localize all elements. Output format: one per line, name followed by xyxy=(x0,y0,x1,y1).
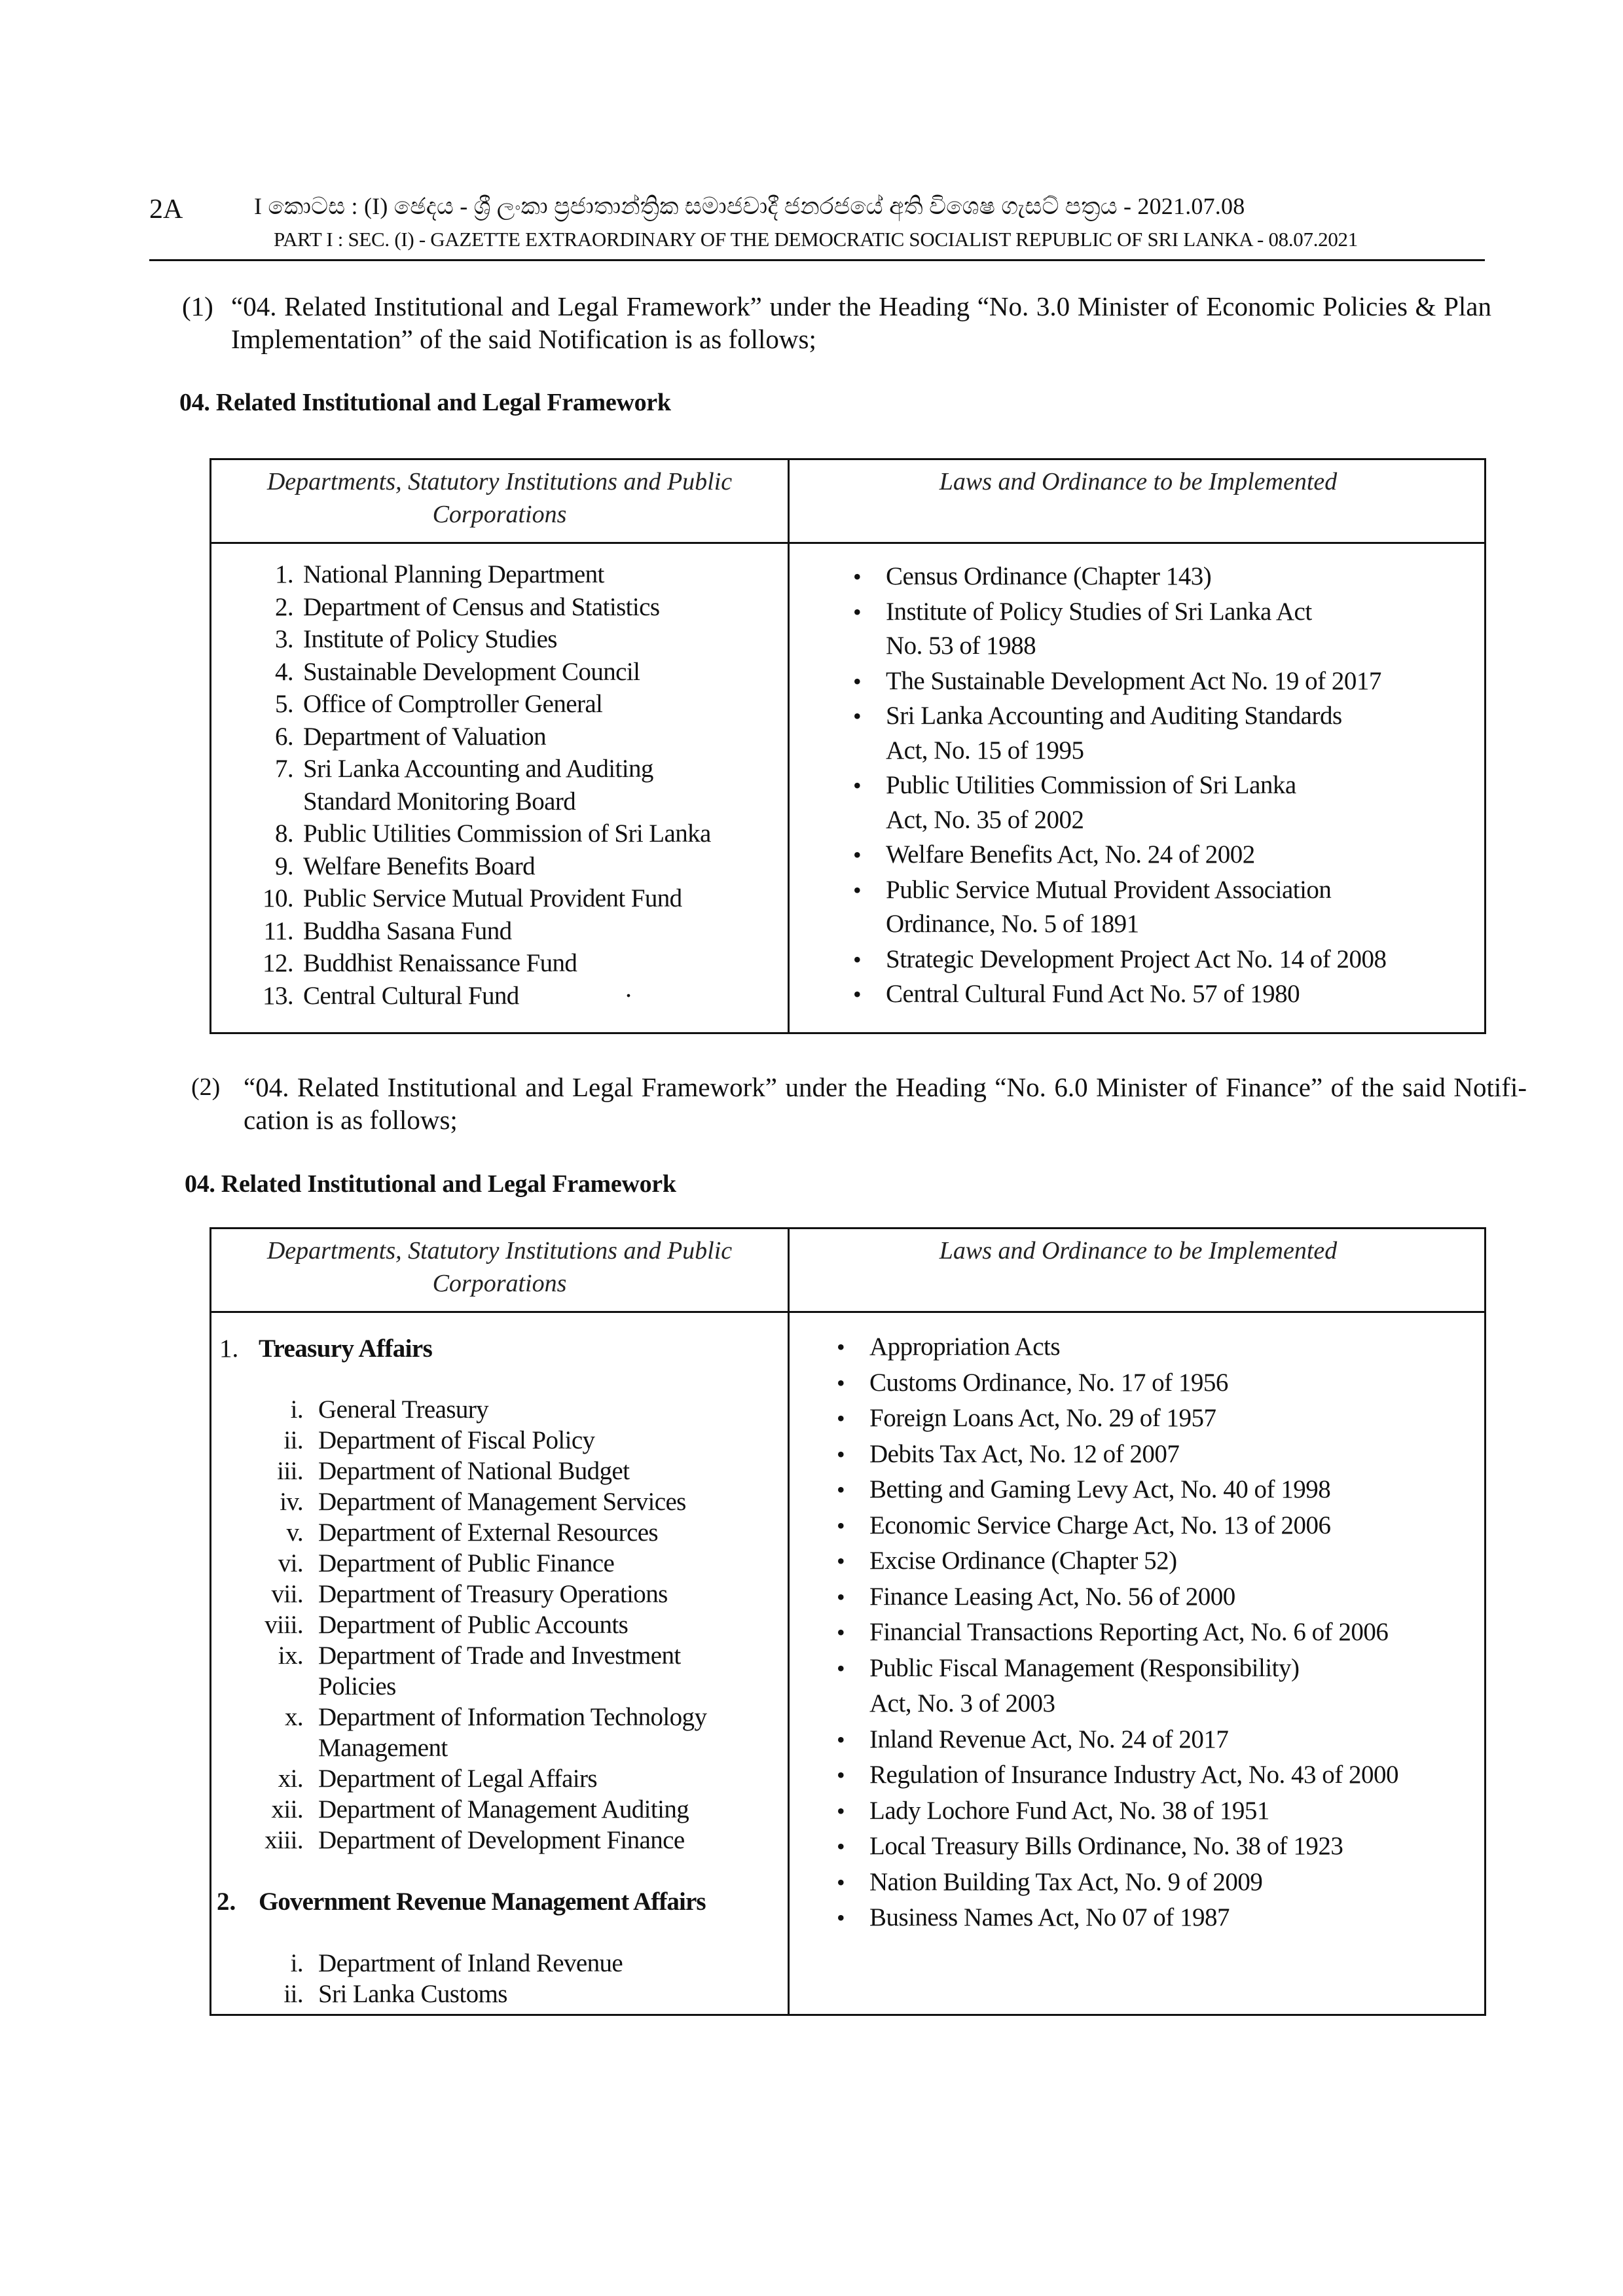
list-item xyxy=(211,656,788,689)
item-text: Management xyxy=(318,1734,448,1762)
list-item xyxy=(211,817,788,850)
item-text: Department of Inland Revenue xyxy=(318,1949,623,1977)
list-item xyxy=(211,882,788,915)
law-item xyxy=(837,1793,1482,1829)
item-text: Sri Lanka Accounting and Auditing xyxy=(303,755,653,783)
item-text: Public Utilities Commission of Sri Lanka xyxy=(303,819,711,848)
law-text: Economic Service Charge Act, No. 13 of 2006 xyxy=(869,1511,1331,1539)
item-text: Sri Lanka Customs xyxy=(318,1980,507,2008)
bullet-icon: • xyxy=(837,1512,845,1539)
list-item xyxy=(211,688,788,721)
bullet-icon: • xyxy=(853,946,862,973)
laws-list xyxy=(853,560,1482,1013)
item-number: 7. xyxy=(274,755,293,783)
item-number: 5. xyxy=(274,690,293,718)
table-header-divider xyxy=(211,542,1484,544)
item-number: 9. xyxy=(274,852,293,880)
law-item xyxy=(853,768,1482,837)
item-text: Department of Fiscal Policy xyxy=(318,1426,595,1454)
law-item xyxy=(853,560,1482,594)
col-header-departments: Departments, Statutory Institutions and Public Corporations xyxy=(266,1237,733,1297)
group-revenue-management xyxy=(217,1887,706,1916)
law-text: Business Names Act, No 07 of 1987 xyxy=(869,1903,1230,1931)
item-number: 13. xyxy=(263,981,293,1010)
item-text: Welfare Benefits Board xyxy=(303,852,536,880)
law-text: Local Treasury Bills Ordinance, No. 38 of 1923 xyxy=(869,1832,1343,1860)
section1-number: (1) xyxy=(182,291,213,321)
header-sinhala-title: I කොටස : (I) ඡෙදය - ශ්‍රී ලංකා ප්‍රජාතාන්ත්‍රික සමාජවාදී ජනරජයේ අති විශෙෂ ගැසට් පත්‍රය - 2021.07.08 xyxy=(254,193,1245,219)
law-text: Welfare Benefits Act, No. 24 of 2002 xyxy=(886,840,1255,869)
item-text: Sustainable Development Council xyxy=(303,657,640,686)
header-english-title: PART I : SEC. (I) - GAZETTE EXTRAORDINARY OF THE DEMOCRATIC SOCIALIST REPUBLIC OF SRI LANKA - 08.07.2021 xyxy=(274,228,1358,251)
item-number: 1. xyxy=(274,560,293,588)
col-header-laws: Laws and Ordinance to be Implemented xyxy=(939,468,1338,495)
item-text: Department of Information Technology xyxy=(318,1703,707,1731)
item-number: 10. xyxy=(263,884,293,912)
item-text: Office of Comptroller General xyxy=(303,690,603,718)
law-text: Central Cultural Fund Act No. 57 of 1980 xyxy=(886,980,1300,1008)
item-text: Department of National Budget xyxy=(318,1457,630,1485)
section1-intro xyxy=(182,290,1491,362)
law-text: Public Utilities Commission of Sri Lanka Act, No. 35 of 2002 xyxy=(886,771,1296,834)
law-item xyxy=(837,1900,1482,1936)
law-text: Betting and Gaming Levy Act, No. 40 of 1998 xyxy=(869,1475,1331,1503)
item-number: 4. xyxy=(274,657,293,686)
item-number: 12. xyxy=(263,949,293,977)
item-text: Department of Management Auditing xyxy=(318,1795,689,1823)
law-text: Regulation of Insurance Industry Act, No. 43 of 2000 xyxy=(869,1761,1399,1789)
law-item xyxy=(837,1579,1482,1615)
stray-mark: . xyxy=(625,973,632,1003)
law-text: Lady Lochore Fund Act, No. 38 of 1951 xyxy=(869,1796,1269,1825)
law-item xyxy=(837,1865,1482,1901)
item-text: Department of External Resources xyxy=(318,1518,659,1547)
list-item xyxy=(211,1394,788,1425)
group-title: Treasury Affairs xyxy=(259,1335,433,1363)
item-text: Department of Public Accounts xyxy=(318,1611,629,1639)
item-number: i. xyxy=(290,1395,303,1424)
bullet-icon: • xyxy=(853,876,862,903)
list-item xyxy=(211,753,788,785)
bullet-icon: • xyxy=(853,598,862,625)
bullet-icon: • xyxy=(837,1477,845,1503)
item-text: Public Service Mutual Provident Fund xyxy=(303,884,682,912)
law-item xyxy=(837,1437,1482,1473)
item-text: Standard Monitoring Board xyxy=(303,787,576,816)
col-header-departments: Departments, Statutory Institutions and Public Corporations xyxy=(266,468,733,528)
bullet-icon: • xyxy=(837,1583,845,1610)
item-text: Department of Development Finance xyxy=(318,1826,685,1854)
law-text: Institute of Policy Studies of Sri Lanka Act No. 53 of 1988 xyxy=(886,597,1312,660)
list-item xyxy=(211,1794,788,1825)
item-text: Department of Trade and Investment xyxy=(318,1641,681,1670)
item-text: Buddhist Renaissance Fund xyxy=(303,949,577,977)
law-item xyxy=(853,595,1482,664)
section2-intro xyxy=(191,1071,1527,1143)
law-text: Debits Tax Act, No. 12 of 2007 xyxy=(869,1439,1180,1468)
bullet-icon: • xyxy=(837,1726,845,1753)
treasury-departments-list xyxy=(211,1394,788,1856)
item-text: General Treasury xyxy=(318,1395,489,1424)
item-text: Policies xyxy=(318,1672,396,1700)
bullet-icon: • xyxy=(837,1762,845,1788)
list-item xyxy=(211,1671,788,1702)
bullet-icon: • xyxy=(853,668,862,694)
item-number: ix. xyxy=(278,1641,303,1670)
item-number: ii. xyxy=(283,1980,303,2008)
bullet-icon: • xyxy=(837,1905,845,1931)
item-number: 11. xyxy=(263,916,293,945)
law-item xyxy=(837,1365,1482,1401)
bullet-icon: • xyxy=(837,1655,845,1681)
list-item xyxy=(211,591,788,624)
section2-number: (2) xyxy=(191,1073,221,1101)
law-item xyxy=(837,1615,1482,1651)
item-text: Department of Public Finance xyxy=(318,1549,615,1577)
item-number: vii. xyxy=(271,1580,303,1608)
law-text: Excise Ordinance (Chapter 52) xyxy=(869,1547,1177,1575)
item-text: Buddha Sasana Fund xyxy=(303,916,512,945)
bullet-icon: • xyxy=(837,1334,845,1360)
list-item xyxy=(211,1825,788,1856)
list-item xyxy=(211,558,788,591)
section2-heading: 04. Related Institutional and Legal Framework xyxy=(185,1170,676,1198)
law-item xyxy=(853,977,1482,1012)
list-item xyxy=(211,1702,788,1732)
bullet-icon: • xyxy=(853,842,862,868)
law-item xyxy=(853,699,1482,768)
law-text: Financial Transactions Reporting Act, No. 6 of 2006 xyxy=(869,1618,1389,1646)
list-item xyxy=(211,980,788,1013)
item-text: Central Cultural Fund xyxy=(303,981,519,1010)
law-text: Customs Ordinance, No. 17 of 1956 xyxy=(869,1368,1228,1397)
law-item xyxy=(837,1508,1482,1544)
list-item xyxy=(211,947,788,980)
header-rule xyxy=(149,259,1485,261)
list-item xyxy=(211,721,788,753)
item-text: Department of Treasury Operations xyxy=(318,1580,668,1608)
item-number: 8. xyxy=(274,819,293,848)
law-item xyxy=(853,664,1482,699)
item-text: Department of Valuation xyxy=(303,722,547,751)
law-text: Sri Lanka Accounting and Auditing Standards Act, No. 15 of 1995 xyxy=(886,702,1342,764)
item-number: xi. xyxy=(278,1765,303,1793)
item-number: v. xyxy=(286,1518,303,1547)
law-item xyxy=(837,1329,1482,1365)
list-item xyxy=(211,915,788,948)
law-text: Nation Building Tax Act, No. 9 of 2009 xyxy=(869,1867,1263,1896)
bullet-icon: • xyxy=(853,772,862,798)
item-number: x. xyxy=(284,1703,303,1731)
law-item xyxy=(853,942,1482,977)
bullet-icon: • xyxy=(853,703,862,729)
table-column-divider xyxy=(788,460,790,1032)
revenue-departments-list xyxy=(211,1948,788,2009)
law-item xyxy=(837,1401,1482,1437)
item-text: National Planning Department xyxy=(303,560,604,588)
bullet-icon: • xyxy=(837,1797,845,1824)
col-header-laws: Laws and Ordinance to be Implemented xyxy=(939,1237,1338,1265)
list-item xyxy=(211,785,788,818)
bullet-icon: • xyxy=(837,1833,845,1859)
section2-text: “04. Related Institutional and Legal Framework” under the Heading “No. 6.0 Minister of Finance” of the said Notifi- cation is as follows; xyxy=(244,1072,1527,1135)
item-text: Department of Management Services xyxy=(318,1488,686,1516)
item-text: Institute of Policy Studies xyxy=(303,625,557,653)
page-number: 2A xyxy=(149,194,183,224)
table-column-divider xyxy=(788,1229,790,2014)
group-title: Government Revenue Management Affairs xyxy=(259,1888,706,1916)
item-number: 3. xyxy=(274,625,293,653)
bullet-icon: • xyxy=(837,1548,845,1574)
law-item xyxy=(837,1757,1482,1793)
list-item xyxy=(211,1732,788,1763)
list-item xyxy=(211,623,788,656)
law-text: Public Service Mutual Provident Association Ordinance, No. 5 of 1891 xyxy=(886,875,1332,938)
law-text: Appropriation Acts xyxy=(869,1333,1061,1361)
section1-heading: 04. Related Institutional and Legal Framework xyxy=(179,389,671,416)
section1-text: “04. Related Institutional and Legal Framework” under the Heading “No. 3.0 Minister of Economic Policies & Plan Implementation” of the said Notification is as follows; xyxy=(231,291,1491,354)
item-number: iii. xyxy=(277,1457,303,1485)
item-number: viii. xyxy=(264,1611,303,1639)
bullet-icon: • xyxy=(837,1441,845,1467)
list-item xyxy=(211,1456,788,1486)
law-text: Public Fiscal Management (Responsibility) Act, No. 3 of 2003 xyxy=(869,1653,1300,1717)
item-number: 2. xyxy=(274,592,293,621)
item-number: vi. xyxy=(278,1549,303,1577)
list-item xyxy=(211,1517,788,1548)
bullet-icon: • xyxy=(837,1405,845,1431)
departments-list xyxy=(211,558,788,1012)
list-item xyxy=(211,1486,788,1517)
list-item xyxy=(211,1979,788,2009)
item-text: Department of Census and Statistics xyxy=(303,592,660,621)
list-item xyxy=(211,1425,788,1456)
item-text: Department of Legal Affairs xyxy=(318,1765,597,1793)
table-economic-policies xyxy=(210,458,1486,1034)
item-number: ii. xyxy=(283,1426,303,1454)
item-number: iv. xyxy=(280,1488,303,1516)
list-item xyxy=(211,850,788,883)
list-item xyxy=(211,1763,788,1794)
laws-list xyxy=(837,1329,1482,1936)
law-item xyxy=(853,838,1482,872)
law-text: Finance Leasing Act, No. 56 of 2000 xyxy=(869,1582,1235,1611)
item-number: xii. xyxy=(271,1795,303,1823)
law-item xyxy=(837,1722,1482,1758)
item-number: i. xyxy=(290,1949,303,1977)
list-item xyxy=(211,1579,788,1609)
bullet-icon: • xyxy=(837,1619,845,1645)
bullet-icon: • xyxy=(837,1869,845,1895)
law-item xyxy=(837,1651,1482,1722)
item-number: xiii. xyxy=(264,1826,303,1854)
item-number: 6. xyxy=(274,722,293,751)
group-number: 2. xyxy=(217,1888,236,1916)
list-item xyxy=(211,1948,788,1979)
law-text: Foreign Loans Act, No. 29 of 1957 xyxy=(869,1404,1216,1432)
law-item xyxy=(837,1543,1482,1579)
law-text: Census Ordinance (Chapter 143) xyxy=(886,562,1212,590)
law-item xyxy=(837,1472,1482,1508)
group-number: 1. xyxy=(219,1335,239,1363)
law-text: Inland Revenue Act, No. 24 of 2017 xyxy=(869,1725,1229,1753)
list-item xyxy=(211,1640,788,1671)
bullet-icon: • xyxy=(837,1369,845,1396)
bullet-icon: • xyxy=(853,981,862,1007)
group-treasury-affairs xyxy=(219,1334,433,1363)
list-item xyxy=(211,1548,788,1579)
law-text: The Sustainable Development Act No. 19 of 2017 xyxy=(886,666,1381,695)
law-text: Strategic Development Project Act No. 14 of 2008 xyxy=(886,944,1387,973)
bullet-icon: • xyxy=(853,564,862,590)
table-finance xyxy=(210,1227,1486,2016)
list-item xyxy=(211,1609,788,1640)
law-item xyxy=(837,1829,1482,1865)
table-header-divider xyxy=(211,1311,1484,1313)
law-item xyxy=(853,873,1482,942)
